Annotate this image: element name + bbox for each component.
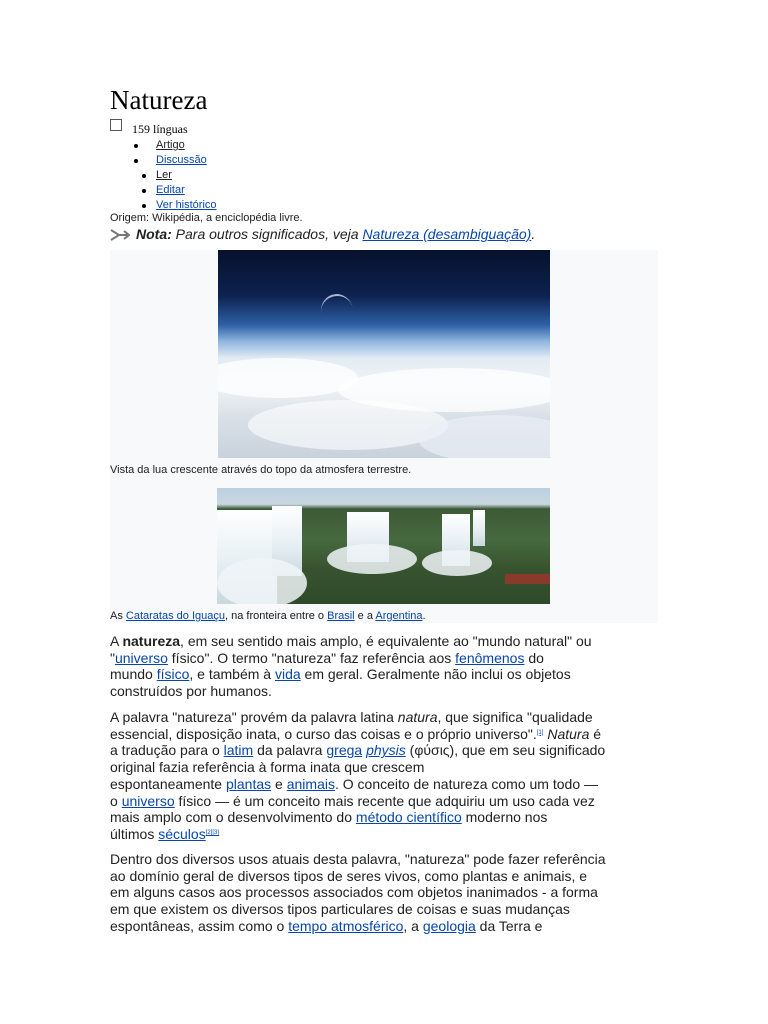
platform-shape	[505, 574, 550, 584]
infobox-figure	[110, 250, 658, 623]
text-line: em que existem os diversos tipos particulares de coisas e suas mudanças	[110, 901, 570, 918]
site-subtitle: Origem: Wikipédia, a enciclopédia livre.	[110, 212, 303, 224]
text-line	[110, 742, 670, 759]
iguazu-falls-image[interactable]	[217, 488, 550, 604]
text-line	[110, 709, 670, 726]
bullet-icon	[142, 204, 146, 208]
link-animais[interactable]: animais	[286, 775, 335, 792]
link-tempo-atmosferico[interactable]: tempo atmosférico	[288, 917, 404, 934]
text: , que significa "qualidade	[437, 709, 593, 725]
caption-text: .	[422, 610, 426, 622]
text-line	[110, 793, 670, 810]
text: físico". O termo "natureza" faz referência aos	[167, 649, 456, 666]
text: e	[271, 775, 287, 792]
caption-text: As	[110, 610, 126, 622]
text-line: original fazia referência à forma inata que crescem	[110, 759, 425, 776]
text: do	[524, 649, 544, 666]
text-line	[110, 809, 670, 826]
text-line: em alguns casos aos processos associados com objetos inanimados - a forma	[110, 884, 598, 901]
text: , a	[403, 917, 423, 934]
text: A	[110, 633, 123, 649]
tab-editar-label[interactable]: Editar	[156, 184, 185, 196]
language-checkbox[interactable]	[110, 119, 122, 131]
text-line	[110, 726, 670, 743]
disambiguation-link[interactable]: Natureza (desambiguação)	[362, 226, 532, 242]
hatnote-period: .	[531, 226, 536, 242]
bullet-icon	[134, 159, 138, 163]
mist-shape	[422, 550, 492, 576]
text: últimos	[110, 825, 159, 842]
tab-discussao-label[interactable]: Discussão	[156, 154, 207, 166]
italic-term: Natura	[547, 725, 590, 742]
atmosphere-moon-image[interactable]	[218, 250, 550, 458]
bullet-icon	[134, 144, 138, 148]
tab-ver-historico-label[interactable]: Ver histórico	[156, 199, 217, 211]
text: a tradução para o	[110, 742, 224, 759]
link-brasil[interactable]: Brasil	[327, 610, 355, 622]
waterfall-shape	[473, 510, 485, 546]
link-vida[interactable]: vida	[274, 666, 301, 683]
figure-caption-1: Vista da lua crescente através do topo da atmosfera terrestre.	[110, 464, 412, 476]
text: o	[110, 792, 122, 809]
text: moderno nos	[461, 809, 548, 826]
text: da palavra	[253, 742, 327, 759]
text-line	[110, 776, 670, 793]
link-universo[interactable]: universo	[114, 649, 168, 666]
tab-artigo-label[interactable]: Artigo	[156, 139, 185, 151]
caption-text: e a	[354, 610, 376, 622]
reference-2-3[interactable]: [2][3]	[205, 829, 220, 836]
link-metodo-cientifico[interactable]: método científico	[355, 809, 462, 826]
text: físico — é um conceito mais recente que adquiriu um uso cada vez	[174, 792, 595, 809]
paragraph-2	[110, 709, 670, 843]
text: da Terra e	[475, 917, 543, 934]
bullet-icon	[142, 174, 146, 178]
mist-shape	[217, 558, 307, 604]
paragraph-1	[110, 633, 670, 700]
bold-term: natureza	[122, 633, 181, 649]
text-line: Dentro dos diversos usos atuais desta palavra, "natureza" pode fazer referência	[110, 851, 606, 867]
mist-shape	[327, 544, 417, 574]
text-line	[110, 666, 670, 683]
bullet-icon	[142, 189, 146, 193]
link-geologia[interactable]: geologia	[422, 917, 476, 934]
link-argentina[interactable]: Argentina	[375, 610, 423, 622]
hatnote-body: Para outros significados, veja	[175, 226, 359, 242]
text: mundo	[110, 666, 157, 683]
paragraph-3	[110, 851, 670, 935]
text-line	[110, 918, 670, 935]
link-seculos[interactable]: séculos	[158, 825, 206, 842]
link-universo-2[interactable]: universo	[121, 792, 175, 809]
text-line	[110, 826, 670, 843]
text-line: ao domínio geral de diversos tipos de seres vivos, como plantas e animais, e	[110, 867, 588, 884]
link-grega[interactable]: grega	[326, 742, 363, 759]
hatnote-prefix: Nota:	[136, 226, 172, 242]
text: . O conceito de natureza como um todo —	[334, 775, 598, 792]
text-line	[110, 633, 670, 650]
text: (φύσις), que em seu significado	[405, 742, 606, 759]
text: espontaneamente	[110, 775, 226, 792]
link-fisico[interactable]: físico	[156, 666, 190, 683]
caption-text: , na fronteira entre o	[224, 610, 328, 622]
hatnote-text	[136, 226, 535, 242]
moon-shape	[318, 291, 355, 330]
text: mais amplo com o desenvolvimento do	[110, 809, 356, 826]
language-count[interactable]: 159 línguas	[132, 122, 188, 136]
text: é	[589, 725, 602, 742]
link-latim[interactable]: latim	[223, 742, 254, 759]
disambiguation-icon	[110, 227, 130, 243]
text: , em seu sentido mais amplo, é equivalente ao "mundo natural" ou	[180, 633, 592, 649]
text: , e também à	[189, 666, 275, 683]
link-cataratas[interactable]: Cataratas do Iguaçu	[125, 610, 225, 622]
link-physis[interactable]: physis	[366, 742, 406, 759]
link-fenomenos[interactable]: fenômenos	[455, 649, 525, 666]
text: essencial, disposição inata, o curso das coisas e o próprio universo".	[110, 725, 537, 742]
italic-term: natura	[397, 709, 438, 725]
tab-ler-label[interactable]: Ler	[156, 169, 172, 181]
link-plantas[interactable]: plantas	[225, 775, 272, 792]
text: "	[110, 649, 115, 666]
text-line: construídos por humanos.	[110, 683, 272, 700]
text-line	[110, 650, 670, 667]
text: espontâneas, assim como o	[110, 917, 289, 934]
text: A palavra "natureza" provém da palavra latina	[110, 709, 398, 725]
text: em geral. Geralmente não inclui os objetos	[300, 666, 571, 683]
figure-caption-2	[110, 610, 426, 622]
page-title: Natureza	[110, 85, 208, 115]
cloud-shape	[218, 358, 358, 398]
reference-1[interactable]: [1]	[536, 729, 544, 736]
